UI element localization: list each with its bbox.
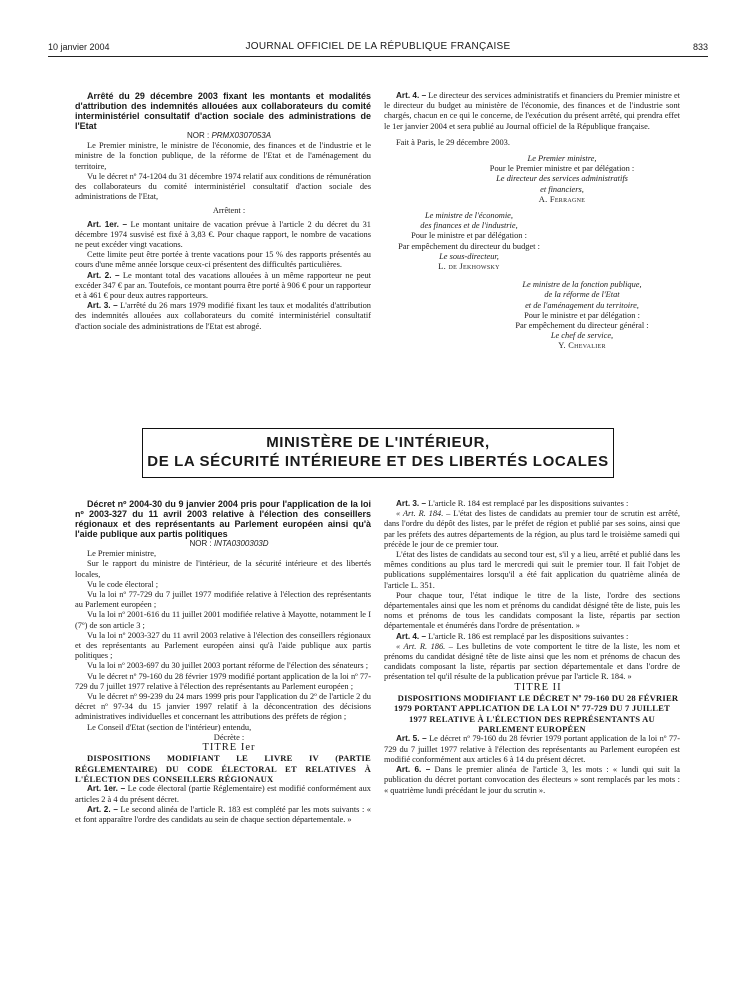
article-text: Le décret nº 79-160 du 28 février 1979 portant application de la loi nº 77-729 du 7 juillet 1977 relative à l'élection des représentants au Parlement européen est modifié conformément aux articles 6 à 14 du présent décret. <box>384 734 680 764</box>
signature-line: et financiers, <box>540 184 584 194</box>
signature-block-2 <box>384 211 554 272</box>
article-text: Les bulletins de vote comportent le titre de la liste, les nom et prénoms du candidat désigné tête de liste ainsi que les nom et prénoms de chacun des candidats composant la liste, répartis par section départementale et dans l'ordre de présentation tel qu'il résulte de la publication prévue par l'article R. 184. » <box>384 641 681 682</box>
decret-sur: Sur le rapport du ministre de l'intérieur, de la sécurité intérieure et des libertés locales, <box>75 559 371 579</box>
article-ref: « Art. R. 184. – <box>396 509 451 519</box>
article-r184 <box>384 509 680 550</box>
decret-vu: Vu le code électoral ; <box>87 579 159 589</box>
article-label: Art. 3. – <box>87 301 118 311</box>
nor-label: NOR : <box>189 539 212 548</box>
article-text: L'arrêté du 26 mars 1979 modifié fixant les taux et modalités d'attribution des indemnités allouées aux collaborateurs du comité interministériel consultatif d'action sociale des administrations de l'Etat est abrogé. <box>75 301 371 331</box>
signature-line: et de l'aménagement du territoire, <box>525 300 639 310</box>
arrete-fait: Fait à Paris, le 29 décembre 2003. <box>396 137 510 147</box>
article-r184-p3: Pour chaque tour, l'état indique le titre de la liste, l'ordre des sections départementales ainsi que les nom et prénoms du candidat désigné tête de liste, puis les noms et prénoms de tous les candidats composant la liste, répartis par section départementale et énumérés dans l'ordre de présentation. » <box>384 590 680 631</box>
titre-1-heading: DISPOSITIONS MODIFIANT LE LIVRE IV (PARTIE RÉGLEMENTAIRE) DU CODE ÉLECTORAL ET RELATIVES À L'ÉLECTION DES CONSEILLERS RÉGIONAUX <box>75 753 371 785</box>
titre-1: TITRE Ier <box>202 742 256 754</box>
decret-column-right <box>384 499 680 796</box>
page-number: 833 <box>692 42 708 52</box>
article-label: Art. 2. – <box>87 270 120 280</box>
arrete-art3 <box>75 301 371 332</box>
signatory-name: A. Ferragne <box>538 194 586 204</box>
page-header <box>48 40 708 57</box>
article-r186 <box>384 642 680 683</box>
article-label: Art. 1er. – <box>87 219 128 229</box>
decret-art3 <box>384 499 680 509</box>
article-text: Le second alinéa de l'article R. 183 est complété par les mots suivants : « et font apparaître l'ordre des candidats au sein de chaque section départementale. » <box>75 804 371 825</box>
decret-intro: Le Premier ministre, <box>87 549 157 559</box>
signature-line: Le Premier ministre, <box>527 154 597 164</box>
decret-title: Décret nº 2004-30 du 9 janvier 2004 pris pour l'application de la loi nº 2003-327 du 11 avril 2003 relative à l'élection des conseillers régionaux et des représentants au Parlement européen ainsi qu'à l'aide publique aux partis politiques <box>75 499 371 539</box>
article-r184-p2: L'état des listes de candidats au second tour est, s'il y a lieu, arrêté et publié dans les mêmes conditions au plus tard le mercredi qui suit le premier tour. Il fait l'objet de publications supplémentaires lorsqu'il a été fait application du quatrième alinéa de l'article L. 351. <box>384 550 680 590</box>
nor-label: NOR : <box>186 131 210 140</box>
decret-vu: Vu la loi nº 2003-697 du 30 juillet 2003 portant réforme de l'élection des sénateurs ; <box>87 661 369 671</box>
decret-vu: Vu la loi nº 77-729 du 7 juillet 1977 modifiée relative à l'élection des représentants au Parlement européen ; <box>75 590 371 610</box>
article-text: Le directeur des services administratifs et financiers du Premier ministre et le directeur du budget au ministère de l'économie, des finances et de l'industrie sont chargés, chacun en ce qui le concerne, de l'exécution du présent arrêté, qui prendra effet le 1er janvier 2004 et sera publié au Journal officiel de la République française. <box>384 91 680 131</box>
article-label: Art. 4. – <box>396 631 427 641</box>
signature-block-3 <box>384 280 680 351</box>
arrete-vu: Vu le décret nº 74-1204 du 31 décembre 1974 relatif aux conditions de rémunération des collaborateurs du comité interministériel consultatif d'action sociale des administrations de l'Etat, <box>75 171 371 202</box>
decret-decrete: Décrète : <box>213 732 245 742</box>
article-text: L'article R. 186 est remplacé par les dispositions suivantes : <box>428 631 629 641</box>
signature-line: Le ministre de l'économie, <box>424 211 513 221</box>
decret-vu: Vu la loi nº 2001-616 du 11 juillet 2001 modifiée relative à Mayotte, notamment le I (7º) de son article 3 ; <box>75 610 371 630</box>
signature-line: de la réforme de l'Etat <box>544 290 620 300</box>
article-label: Art. 6. – <box>396 765 431 775</box>
signature-line: Le chef de service, <box>550 331 614 341</box>
ministry-line-2: DE LA SÉCURITÉ INTÉRIEURE ET DES LIBERTÉS LOCALES <box>147 453 609 470</box>
titre-2: TITRE II <box>514 681 562 693</box>
decret-column <box>75 499 371 825</box>
titre-2-heading: DISPOSITIONS MODIFIANT LE DÉCRET Nº 79-160 DU 28 FÉVRIER 1979 PORTANT APPLICATION DE LA LOI Nº 77-729 DU 7 JUILLET 1977 RELATIVE À L'ÉLECTION DES REPRÉSENTANTS AU PARLEMENT EUROPÉEN <box>393 692 679 735</box>
signature-line: Pour le ministre et par délégation : <box>411 231 527 241</box>
decret-vu: Vu le décret nº 99-239 du 24 mars 1999 pris pour l'application du 2º de l'article 2 du décret nº 97-34 du 15 janvier 1997 relatif à la déconcentration des décisions administratives individuelles et concernant les attributions des préfets de région ; <box>75 692 371 722</box>
article-text: Le montant unitaire de vacation prévue à l'article 2 du décret du 31 décembre 1974 susvisé est fixé à 3,83 €. Pour chaque rapport, le nombre de vacations ne peut excéder vingt vacations. <box>75 219 371 250</box>
arrete-column-right <box>384 91 680 352</box>
arrete-art2 <box>75 271 371 302</box>
arrete-title: Arrêté du 29 décembre 2003 fixant les montants et modalités d'attribution des indemnités allouées aux collaborateurs du comité interministériel consultatif d'action sociale des administrations de l'Etat <box>75 91 371 131</box>
decret-vu: Vu la loi nº 2003-327 du 11 avril 2003 relative à l'élection des conseillers régionaux et des représentants au Parlement européen ainsi qu'à l'aide publique aux partis politiques ; <box>75 630 371 661</box>
nor-code: INTA0300303D <box>213 539 269 548</box>
decret-art5 <box>384 734 680 765</box>
signatory-name: L. de Jekhowsky <box>438 262 500 272</box>
header-date: 10 janvier 2004 <box>48 42 110 52</box>
signature-line: Le sous-directeur, <box>439 251 499 261</box>
nor-code: PRMX0307053A <box>211 131 272 140</box>
arrete-intro: Le Premier ministre, le ministre de l'économie, des finances et de l'industrie et le ministre de la fonction publique, de la réforme de l'Etat et de l'aménagement du territoire, <box>75 141 371 171</box>
signature-line: des finances et de l'industrie, <box>420 221 518 231</box>
decret-nor <box>75 539 371 549</box>
signature-line: Le ministre de la fonction publique, <box>522 280 642 290</box>
arrete-nor <box>75 131 371 141</box>
signature-line: Le directeur des services administratifs <box>496 174 628 184</box>
decret-vu: Vu le décret nº 79-160 du 28 février 1979 modifié portant application de la loi nº 77-729 du 7 juillet 1977 relative à l'élection des représentants au Parlement européen ; <box>75 671 371 691</box>
decret-art6 <box>384 765 680 796</box>
article-label: Art. 1er. – <box>87 784 126 794</box>
ministry-banner <box>142 428 614 478</box>
arrete-art1 <box>75 220 371 251</box>
article-text: Dans le premier alinéa de l'article 3, les mots : « lundi qui suit la publication du décret portant convocation des électeurs » sont remplacés par les mots : « quatrième lundi précédant le jour du scrutin ». <box>384 765 681 795</box>
header-title: JOURNAL OFFICIEL DE LA RÉPUBLIQUE FRANÇAISE <box>245 41 511 52</box>
article-label: Art. 4. – <box>396 91 427 100</box>
decret-art4 <box>384 632 680 642</box>
decret-vu: Le Conseil d'Etat (section de l'intérieur) entendu, <box>87 722 252 732</box>
decret-art1 <box>75 784 371 804</box>
article-label: Art. 2. – <box>87 804 118 814</box>
article-text: Le montant total des vacations allouées à un même rapporteur ne peut excéder 347 € par an. Toutefois, ce montant pourra être porté à 906 € pour un rapporteur et à 461 € pour deux autres rapporteurs. <box>75 270 371 301</box>
signature-line: Pour le ministre et par délégation : <box>524 310 640 320</box>
article-label: Art. 3. – <box>396 499 427 508</box>
arrete-arretent: Arrêtent : <box>212 206 246 216</box>
article-text: L'article R. 184 est remplacé par les dispositions suivantes : <box>428 499 629 508</box>
article-label: Art. 5. – <box>396 734 427 744</box>
signature-block-1 <box>384 154 680 205</box>
article-text: L'état des listes de candidats au premier tour de scrutin est arrêté, dans l'ordre du dépôt des listes, par le préfet de région et publié par ses soins, ainsi que par les préfets des autres départements de la région, au plus tard le troisième samedi qui précède le jour de ce premier tour. <box>384 509 680 549</box>
article-ref: « Art. R. 186. – <box>396 641 453 651</box>
ministry-line-1: MINISTÈRE DE L'INTÉRIEUR, <box>266 434 490 451</box>
signature-line: Par empêchement du directeur général : <box>515 321 649 331</box>
article-text: Le code électoral (partie Réglementaire) est modifié conformément aux articles 2 à 4 du présent décret. <box>75 784 371 804</box>
arrete-art1-p2: Cette limite peut être portée à trente vacations pour 15 % des rapports présentés au cours d'une même année lorsque ceux-ci présentent des difficultés particulières. <box>75 250 371 270</box>
arrete-art4 <box>384 91 680 132</box>
decret-art2 <box>75 805 371 825</box>
signature-line: Par empêchement du directeur du budget : <box>398 241 540 251</box>
signatory-name: Y. Chevalier <box>558 341 606 351</box>
arrete-column <box>75 91 371 332</box>
signature-line: Pour le Premier ministre et par délégation : <box>489 164 635 174</box>
